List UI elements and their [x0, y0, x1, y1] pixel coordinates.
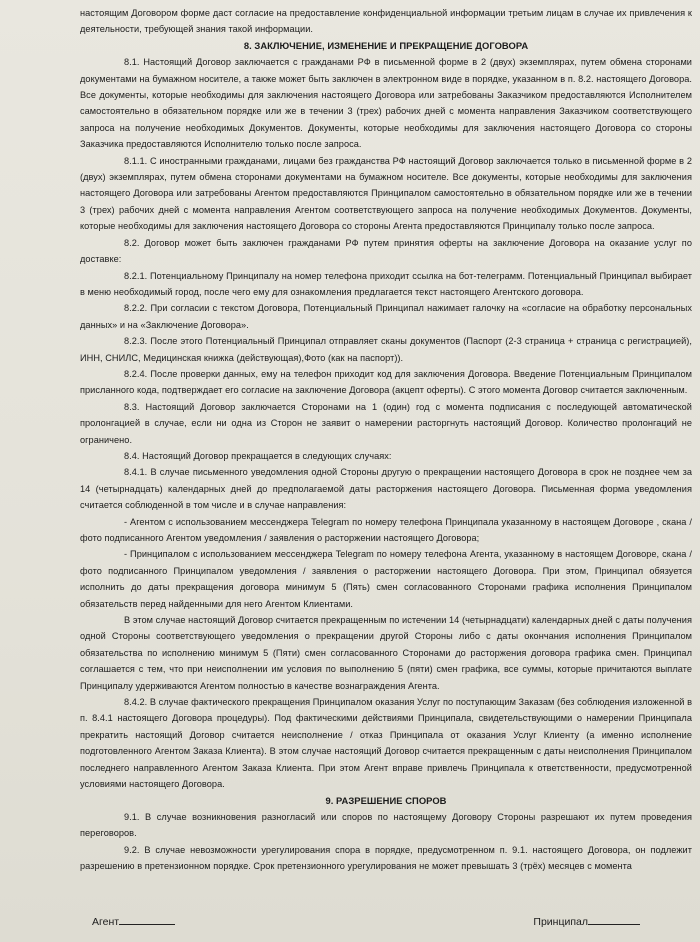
paragraph-8-4-2: 8.4.2. В случае фактического прекращения Принципалом оказания Услуг по поступающим Заказам (без соблюдения изложенной в п. 8.4.1 настоящего Договора процедуры). Под фактическими действиями Принципала, свидетельствующими о намерении Принципала прекратить настоящий Договор считается неисполнение / отказ Принципала от оказания Услуг Клиенту (а именно исполнение подготовленного Агентом Заказа Клиента). В этом случае настоящий Договор считается прекращенным с даты неисполнения Принципалом последнего направленного Агентом Заказа Клиента. При этом Агент вправе привлечь Принципала к ответственности, предусмотренной условиями настоящего Договора. [80, 697, 693, 790]
agent-label: Агент [92, 916, 120, 928]
principal-signature [533, 914, 640, 928]
agent-signature-line [119, 914, 175, 925]
paragraph-8-4-1: 8.4.1. В случае письменного уведомления одной Стороны другую о прекращении настоящего Договора в срок не позднее чем за 14 (четырнадцать) календарных дней до предполагаемой даты расторжения настоящего Договора. Письменная форма уведомления считается соблюденной в том числе и в случае направления: [80, 467, 692, 511]
principal-label: Принципал [533, 916, 588, 928]
list-item-agent-notice: - Агентом с использованием мессенджера Telegram по номеру телефона Принципала указанному в настоящем Договоре , скана / фото подписанного Агентом уведомления / заявления о расторжении настоящего Договора; [80, 516, 692, 543]
section-8-heading: 8. ЗАКЛЮЧЕНИЕ, ИЗМЕНЕНИЕ И ПРЕКРАЩЕНИЕ ДОГОВОРА [243, 39, 529, 51]
paragraph-8-1-1: 8.1.1. С иностранными гражданами, лицами без гражданства РФ настоящий Договор заключается только в письменной форме в 2 (двух) экземплярах, путем обмена сторонами документами на бумажном носителе. Все документы, которые необходимы для заключения настоящего Договора или затребованы Агентом предоставляются Принципалом самостоятельно в обязательном порядке или же в течении 3 (трех) рабочих дней с момента направления Агентом соответствующего запроса на получение необходимых Документов. Документы, которые необходимы для заключения настоящего Договора со стороны Агента предоставляются Принципалу только после запроса. [80, 155, 692, 232]
signature-block [80, 914, 640, 934]
paragraph-9-2: 9.2. В случае невозможности урегулирования спора в порядке, предусмотренном п. 9.1. настоящего Договора, он подлежит разрешению в претензионном порядке. Срок претензионного урегулирования не может превышать 3 (трёх) месяцев с момента [80, 844, 692, 872]
paragraph-8-1: 8.1. Настоящий Договор заключается с гражданами РФ в письменной форме в 2 (двух) экземплярах, путем обмена сторонами документами на бумажном носителе, а также может быть заключен в электронном виде в порядке, указанном в п. 8.2. настоящего Договора. Все документы, которые необходимы для заключения настоящего Договора или затребованы Заказчиком предоставляются Исполнителем самостоятельно в обязательном порядке или же в течении 3 (трех) рабочих дней с момента направления Заказчиком соответствующего запроса на получение необходимых Документов. Документы, которые необходимы для заключения настоящего Договора со стороны Заказчика предоставляются Исполнителю только после запроса. [80, 57, 692, 150]
paragraph-8-2-4: 8.2.4. После проверки данных, ему на телефон приходит код для заключения Договора. Введение Потенциальным Принципалом присланного кода, подтверждает его согласие на заключение Договора (акцепт оферты). С этого момента Договор считается заключенным. [80, 368, 692, 396]
paragraph-8-2-1: 8.2.1. Потенциальному Принципалу на номер телефона приходит ссылка на бот-телеграмм. Потенциальный Принципал выбирает в меню необходимый город, после чего ему для ознакомления предлагается текст настоящего Агентского договора. [80, 270, 692, 297]
paragraph-8-2: 8.2. Договор может быть заключен гражданами РФ путем принятия оферты на заключение Договора на оказание услуг по доставке: [80, 237, 692, 265]
section-9-heading: 9. РАЗРЕШЕНИЕ СПОРОВ [325, 794, 447, 806]
paragraph-8-4-1-continuation: В этом случае настоящий Договор считается прекращенным по истечении 14 (четырнадцати) календарных дней с даты получения одной Стороны соответствующего уведомления о прекращении другой Стороны либо с даты окончания исполнения Принципалом обязательства по исполнению минимум 5 (Пяти) смен согласованного Сторонами до расторжения договора графика смен. Принципал соглашается с тем, что при неисполнении им условия по выполнению 5 (пяти) смен графика, все суммы, которые причитаются выплате Принципалу удерживаются Агентом полностью в качестве вознаграждения Агента. [80, 615, 692, 691]
agent-signature [92, 914, 175, 928]
paragraph-9-1: 9.1. В случае возникновения разногласий или споров по настоящему Договору Стороны разрешают их путем проведения переговоров. [80, 811, 692, 839]
paragraph-8-2-2: 8.2.2. При согласии с текстом Договора, Потенциальный Принципал нажимает галочку на «согласие на обработку персональных данных» и на «Заключение Договора». [80, 303, 692, 330]
principal-signature-line [588, 914, 640, 925]
paragraph-8-2-3: 8.2.3. После этого Потенциальный Принципал отправляет сканы документов (Паспорт (2-3 страница + страница с регистрацией), ИНН, СНИЛС, Медицинская книжка (действующая),Фото (как на паспорт)). [80, 336, 692, 363]
paragraph-8-4: 8.4. Настоящий Договор прекращается в следующих случаях: [124, 450, 392, 461]
document-body [80, 5, 692, 875]
list-item-principal-notice: - Принципалом с использованием мессенджера Telegram по номеру телефона Агента, указанному в настоящем Договоре, скана / фото подписанного Принципалом уведомления / заявления о расторжении настоящего Договора. При этом, Принципал обязуется исполнить до даты прекращения договора минимум 5 (Пять) смен согласованного Сторонами графика исполнения Принципалом обязательств перед найденными для него Агентом Клиентами. [80, 549, 692, 609]
paragraph-8-3: 8.3. Настоящий Договор заключается Сторонами на 1 (один) год с момента подписания с последующей автоматической пролонгацией в случае, если ни одна из Сторон не заявит о намерении расторгнуть настоящий Договор. Количество пролонгаций не ограничено. [80, 401, 692, 445]
paragraph-intro: настоящим Договором форме даст согласие на предоставление конфиденциальной информации третьим лицам в случае их привлечения к деятельности, требующей знания такой информации. [80, 8, 692, 35]
